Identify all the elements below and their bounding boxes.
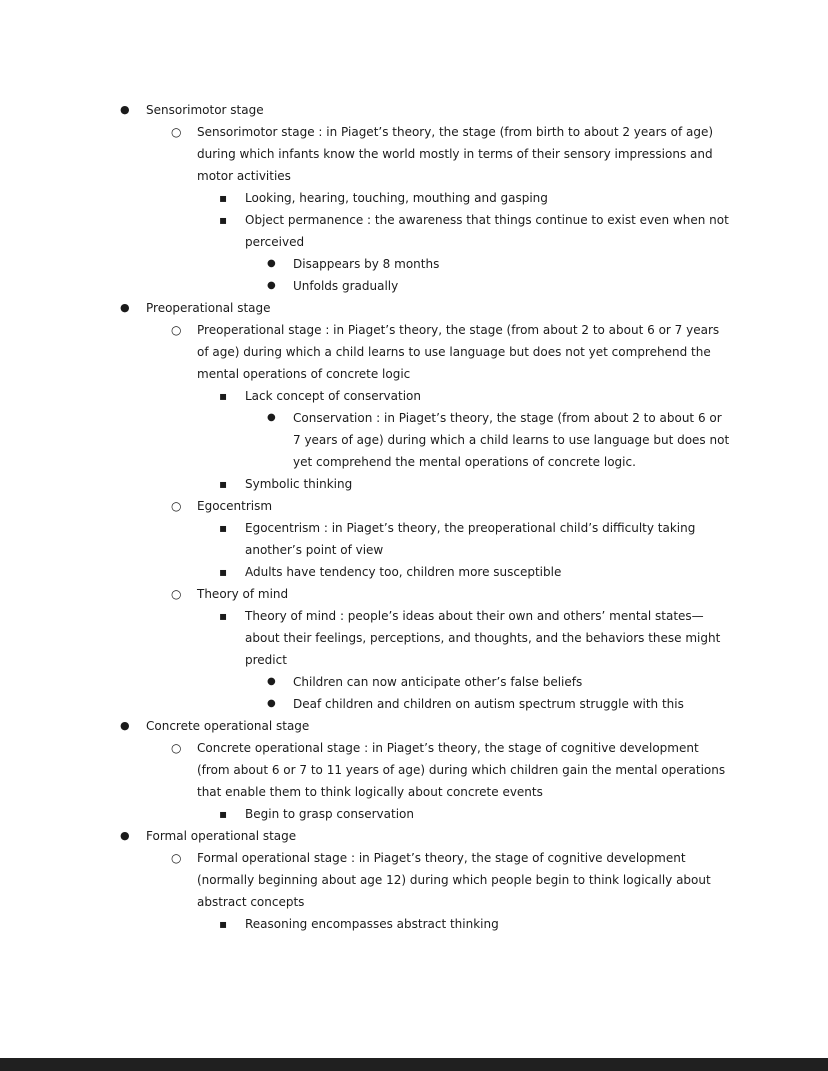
list-item-text: Sensorimotor stage — [146, 103, 264, 117]
bullet-disc-icon: ● — [120, 301, 130, 314]
bullet-circle-icon: ○ — [171, 125, 182, 139]
list-item-text: Sensorimotor stage : in Piaget’s theory, the stage (from birth to about 2 years of age) during which infants know the world mostly in terms of their sensory impressions and motor activities — [197, 125, 714, 183]
list-item-text: Preoperational stage — [146, 301, 271, 315]
bullet-circle-icon: ○ — [171, 851, 182, 865]
bullet-disc-icon: ● — [267, 280, 276, 291]
list-item-text: Preoperational stage : in Piaget’s theory, the stage (from about 2 to about 6 or 7 years of age) during which a child learns to use language but does not yet comprehend the mental operations of concrete logic — [197, 323, 720, 381]
bullet-square-icon: ▪ — [219, 521, 228, 535]
list-item — [267, 253, 733, 275]
list-item-text: Looking, hearing, touching, mouthing and gasping — [245, 191, 548, 205]
list-item-text: Concrete operational stage : in Piaget’s theory, the stage of cognitive development (from about 6 or 7 to 11 years of age) during which children gain the mental operations that enable them to think logically about concrete events — [197, 741, 726, 799]
list-item-text: Unfolds gradually — [293, 279, 399, 293]
bullet-disc-icon: ● — [120, 719, 130, 732]
list-item-text: Egocentrism — [197, 499, 273, 513]
outline-list — [0, 99, 733, 935]
list-item-text: Concrete operational stage — [146, 719, 310, 733]
list-item — [219, 187, 733, 209]
list-item-text: Object permanence : the awareness that things continue to exist even when not perceived — [245, 213, 729, 249]
list-item — [267, 275, 733, 297]
list-item-text: Disappears by 8 months — [293, 257, 440, 271]
list-item — [219, 473, 733, 495]
list-item — [219, 209, 733, 253]
list-item-text: Begin to grasp conservation — [245, 807, 414, 821]
list-item — [120, 297, 733, 319]
list-item — [219, 803, 733, 825]
list-item-text: Formal operational stage : in Piaget’s theory, the stage of cognitive development (normally beginning about age 12) during which people begin to think logically about abstract concepts — [197, 851, 711, 909]
list-item — [219, 913, 733, 935]
list-item — [267, 693, 733, 715]
list-item — [267, 671, 733, 693]
list-item — [171, 495, 733, 517]
list-item — [171, 737, 733, 803]
bullet-disc-icon: ● — [120, 829, 130, 842]
list-item — [171, 319, 733, 385]
bullet-square-icon: ▪ — [219, 477, 228, 491]
list-item — [120, 715, 733, 737]
viewer-bottom-bar — [0, 1058, 828, 1071]
list-item-text: Conservation : in Piaget’s theory, the stage (from about 2 to about 6 or 7 years of age) during which a child learns to use language but does not yet comprehend the mental operations of concrete logic. — [293, 411, 730, 469]
list-item — [219, 605, 733, 671]
list-item-text: Deaf children and children on autism spectrum struggle with this — [293, 697, 684, 711]
list-item-text: Egocentrism : in Piaget’s theory, the preoperational child’s difficulty taking another’s point of view — [245, 521, 696, 557]
bullet-disc-icon: ● — [267, 698, 276, 709]
list-item-text: Adults have tendency too, children more susceptible — [245, 565, 562, 579]
list-item-text: Reasoning encompasses abstract thinking — [245, 917, 499, 931]
bullet-disc-icon: ● — [120, 103, 130, 116]
list-item — [219, 561, 733, 583]
list-item — [267, 407, 733, 473]
bullet-disc-icon: ● — [267, 258, 276, 269]
bullet-square-icon: ▪ — [219, 917, 228, 931]
list-item — [120, 825, 733, 847]
bullet-square-icon: ▪ — [219, 807, 228, 821]
list-item-text: Lack concept of conservation — [245, 389, 421, 403]
bullet-square-icon: ▪ — [219, 565, 228, 579]
bullet-disc-icon: ● — [267, 676, 276, 687]
bullet-disc-icon: ● — [267, 412, 276, 423]
bullet-square-icon: ▪ — [219, 609, 228, 623]
list-item-text: Theory of mind — [197, 587, 289, 601]
list-item — [219, 517, 733, 561]
bullet-circle-icon: ○ — [171, 741, 182, 755]
list-item-text: Theory of mind : people’s ideas about their own and others’ mental states—about their feelings, perceptions, and thoughts, and the behaviors these might predict — [245, 609, 721, 667]
list-item — [120, 99, 733, 121]
bullet-square-icon: ▪ — [219, 191, 228, 205]
list-item — [171, 121, 733, 187]
list-item — [219, 385, 733, 407]
bullet-circle-icon: ○ — [171, 323, 182, 337]
list-item-text: Symbolic thinking — [245, 477, 353, 491]
list-item-text: Formal operational stage — [146, 829, 297, 843]
bullet-circle-icon: ○ — [171, 587, 182, 601]
bullet-square-icon: ▪ — [219, 389, 228, 403]
list-item — [171, 847, 733, 913]
bullet-circle-icon: ○ — [171, 499, 182, 513]
list-item-text: Children can now anticipate other’s false beliefs — [293, 675, 583, 689]
bullet-square-icon: ▪ — [219, 213, 228, 227]
list-item — [171, 583, 733, 605]
